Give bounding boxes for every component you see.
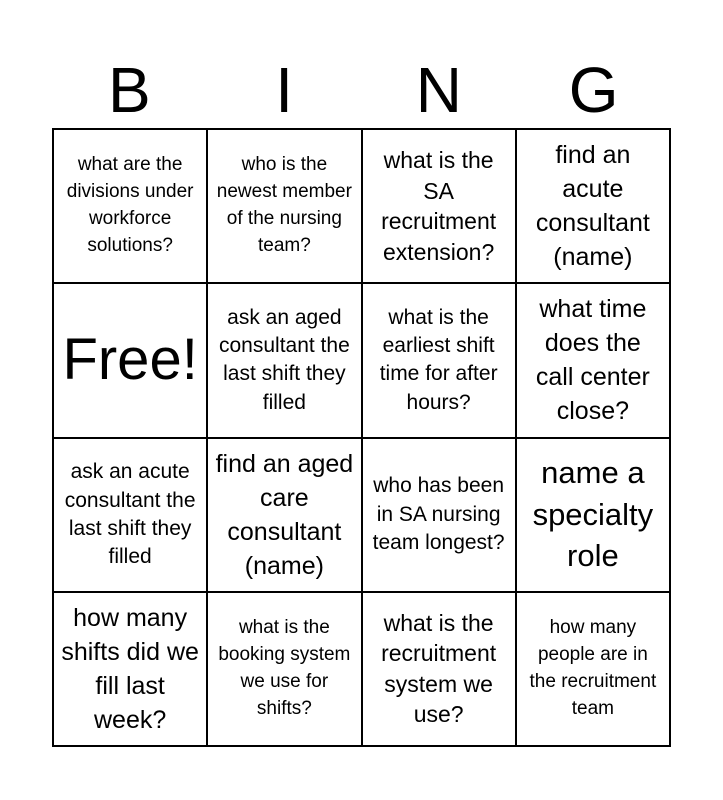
header-letter-g: G [568, 54, 619, 126]
bingo-cell[interactable] [207, 283, 361, 437]
bingo-cell-text: how many people are in the recruitment team [529, 616, 657, 719]
bingo-cell[interactable] [207, 129, 361, 283]
bingo-cell[interactable] [516, 129, 670, 283]
bingo-cell-text: who is the newest member of the nursing team? [216, 154, 352, 257]
bingo-cell-free[interactable] [53, 283, 207, 437]
header-letter-n: N [415, 54, 462, 126]
bingo-cell[interactable] [362, 283, 516, 437]
bingo-cell-text: find an aged care consultant (name) [215, 449, 354, 580]
bingo-header [52, 52, 671, 128]
header-letter-b: B [108, 54, 151, 126]
bingo-cell-text: how many shifts did we fill last week? [61, 603, 199, 734]
bingo-cell[interactable] [362, 129, 516, 283]
bingo-cell[interactable] [53, 129, 207, 283]
bingo-cell[interactable] [53, 592, 207, 746]
bingo-cell[interactable] [516, 592, 670, 746]
bingo-cell-text: what time does the call center close? [535, 295, 650, 426]
bingo-cell-text: name a specialty role [532, 455, 654, 574]
bingo-cell-text: what are the divisions under workforce solutions? [66, 154, 194, 257]
bingo-cell-text: ask an aged consultant the last shift they filled [218, 306, 350, 414]
bingo-cell[interactable] [53, 438, 207, 592]
bingo-board [52, 128, 671, 747]
bingo-cell-text: find an acute consultant (name) [535, 141, 650, 272]
bingo-cell[interactable] [207, 592, 361, 746]
bingo-cell-text: what is the recruitment system we use? [381, 609, 497, 728]
header-letter-i: I [275, 54, 294, 126]
bingo-cell-text: what is the SA recruitment extension? [381, 146, 497, 265]
bingo-cell[interactable] [362, 438, 516, 592]
bingo-cell[interactable] [516, 438, 670, 592]
bingo-cell-text: who has been in SA nursing team longest? [372, 474, 505, 554]
bingo-cell[interactable] [362, 592, 516, 746]
bingo-cell-text: what is the booking system we use for shifts? [218, 616, 351, 719]
bingo-cell[interactable] [516, 283, 670, 437]
free-space-label: Free! [62, 327, 198, 393]
bingo-cell[interactable] [207, 438, 361, 592]
bingo-cell-text: what is the earliest shift time for after hours? [379, 306, 498, 414]
bingo-cell-text: ask an acute consultant the last shift they filled [64, 460, 196, 568]
